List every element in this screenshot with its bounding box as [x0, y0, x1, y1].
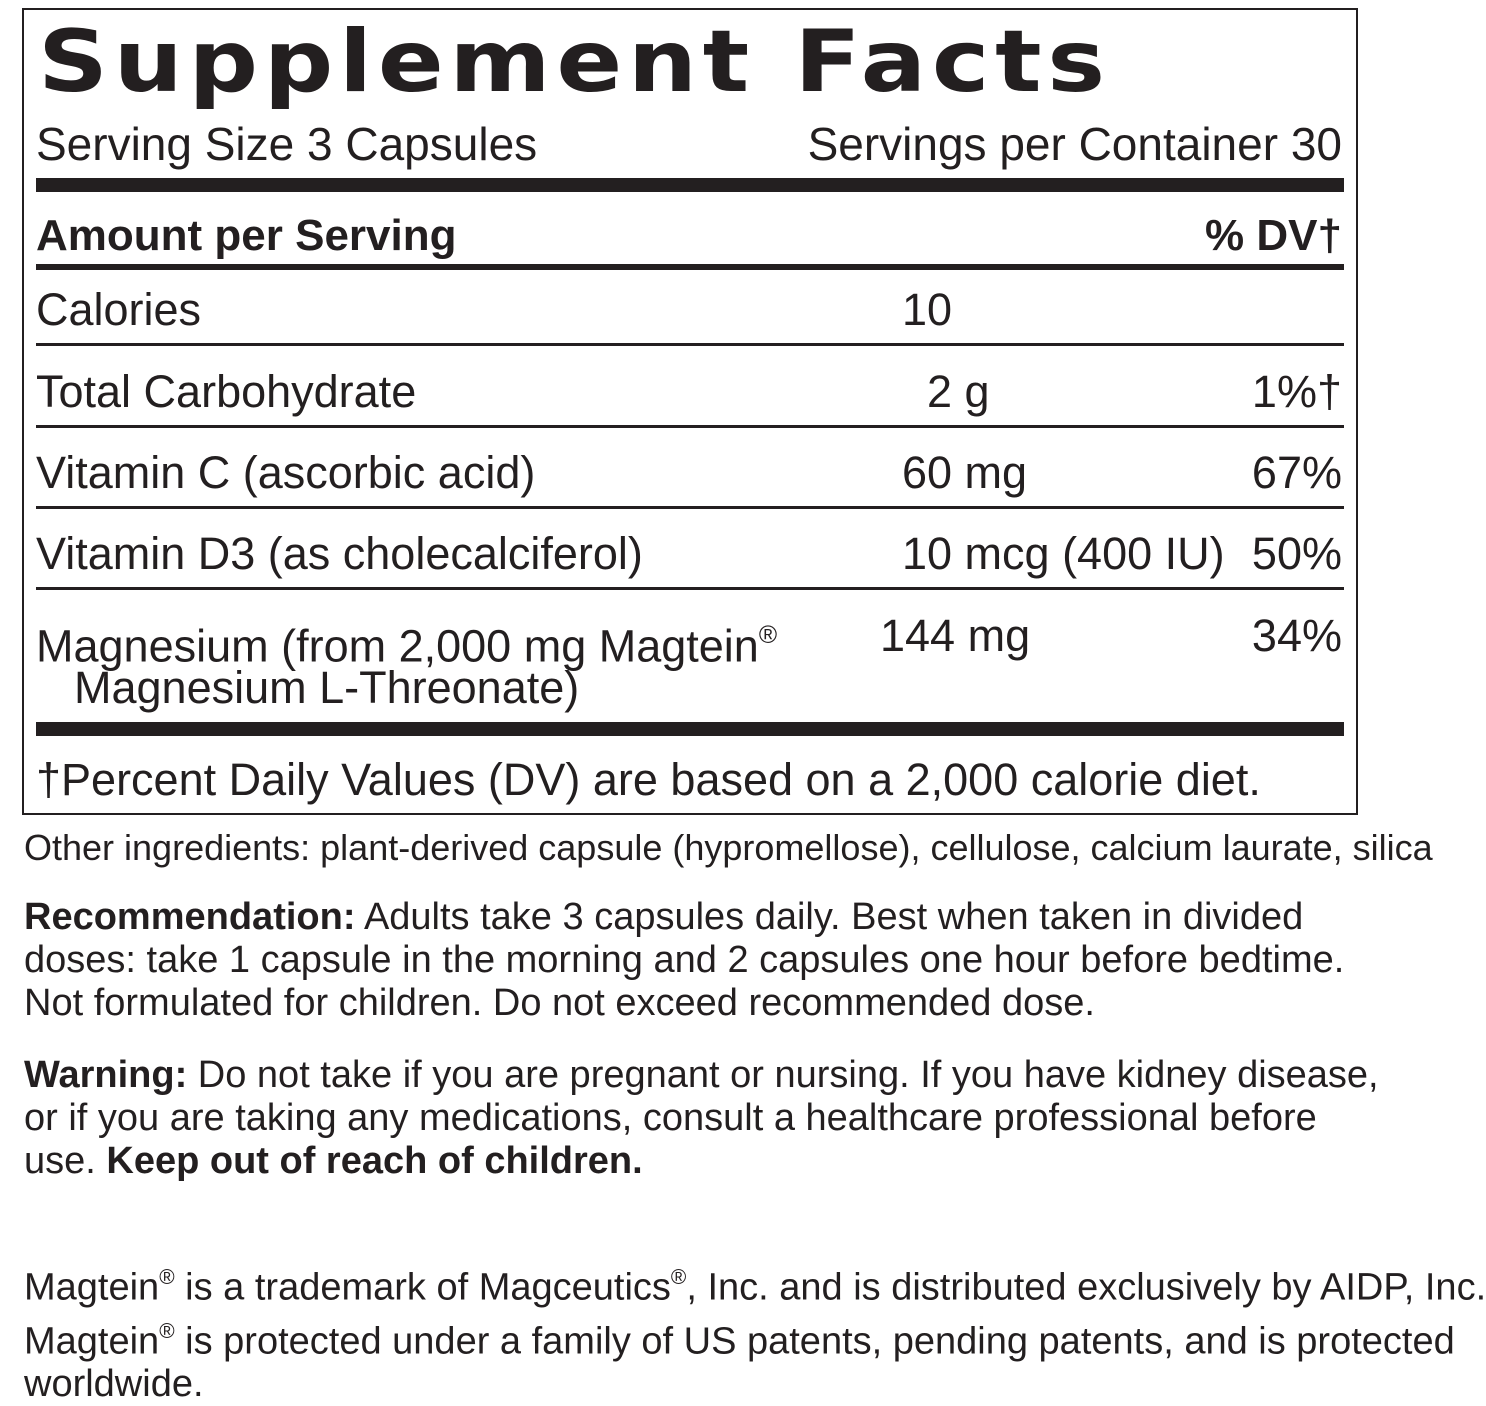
nutrient-name: Vitamin C (ascorbic acid) [36, 447, 536, 498]
warning-line: use. [24, 1140, 107, 1182]
nutrient-name-text: Magnesium (from 2,000 mg Magtein [36, 620, 759, 672]
row-divider [36, 425, 1344, 428]
registered-mark: ® [159, 1319, 175, 1343]
dv-header-label: % DV† [1205, 211, 1342, 260]
warning [24, 1054, 1379, 1183]
recommendation-label: Recommendation: [24, 896, 356, 938]
row-divider [36, 587, 1344, 590]
recommendation-line: doses: take 1 capsule in the morning and 2 capsules one hour before bedtime. [24, 939, 1345, 981]
trademark-text: Magtein [24, 1320, 160, 1363]
nutrient-amount: 2 g [902, 366, 990, 417]
keep-out-of-reach: Keep out of reach of children. [106, 1140, 643, 1182]
registered-mark: ® [758, 622, 778, 649]
nutrient-dv: 1%† [1251, 366, 1342, 417]
other-ingredients: Other ingredients: plant-derived capsule (hypromellose), cellulose, calcium laurate, silica [24, 827, 1433, 868]
amount-header-row [36, 206, 1342, 266]
nutrient-dv: 34% [1251, 610, 1342, 661]
trademark-text: is a trademark of Magceutics [174, 1266, 671, 1309]
trademark-text: is protected under a family of US patents, pending patents, and is protected [174, 1320, 1455, 1363]
thick-divider [36, 722, 1344, 736]
trademark-text: , Inc. and is distributed exclusively by AIDP, Inc. [686, 1266, 1486, 1309]
thick-divider [36, 178, 1344, 192]
registered-mark: ® [670, 1266, 687, 1289]
panel-title: Supplement Facts [38, 12, 1111, 112]
supplement-facts-panel [22, 8, 1358, 815]
nutrient-name: Calories [36, 284, 202, 335]
trademark-text: worldwide. [24, 1363, 204, 1406]
servings-per-container: Servings per Container 30 [807, 118, 1342, 170]
nutrient-amount: 10 mcg (400 IU) [902, 528, 1225, 579]
trademark-notice [24, 1256, 1486, 1406]
nutrient-dv: 50% [1251, 528, 1342, 579]
nutrient-dv: 67% [1251, 447, 1342, 498]
dv-footnote: †Percent Daily Values (DV) are based on a 2,000 calorie diet. [36, 754, 1261, 805]
nutrient-amount: 10 [902, 284, 953, 335]
nutrient-amount: 60 mg [902, 447, 1028, 498]
registered-mark: ® [159, 1266, 175, 1289]
row-divider [36, 343, 1344, 346]
row-divider [36, 506, 1344, 509]
warning-line: Do not take if you are pregnant or nursing. If you have kidney disease, [187, 1054, 1379, 1096]
amount-per-serving-label: Amount per Serving [36, 211, 457, 260]
warning-line: or if you are taking any medications, consult a healthcare professional before [24, 1097, 1317, 1139]
nutrient-name: Total Carbohydrate [36, 366, 417, 417]
trademark-text: Magtein [24, 1266, 160, 1309]
medium-divider [36, 264, 1344, 270]
serving-size: Serving Size 3 Capsules [36, 118, 538, 170]
nutrient-name-line2: Magnesium L-Threonate) [74, 662, 580, 713]
serving-info [36, 116, 1342, 172]
nutrient-amount: 144 mg [880, 610, 1031, 661]
recommendation [24, 896, 1366, 1025]
nutrient-name: Vitamin D3 (as cholecalciferol) [36, 528, 643, 579]
warning-label: Warning: [24, 1054, 188, 1096]
recommendation-line: Adults take 3 capsules daily. Best when taken in divided [355, 896, 1304, 938]
recommendation-line: Not formulated for children. Do not exceed recommended dose. [24, 982, 1095, 1024]
